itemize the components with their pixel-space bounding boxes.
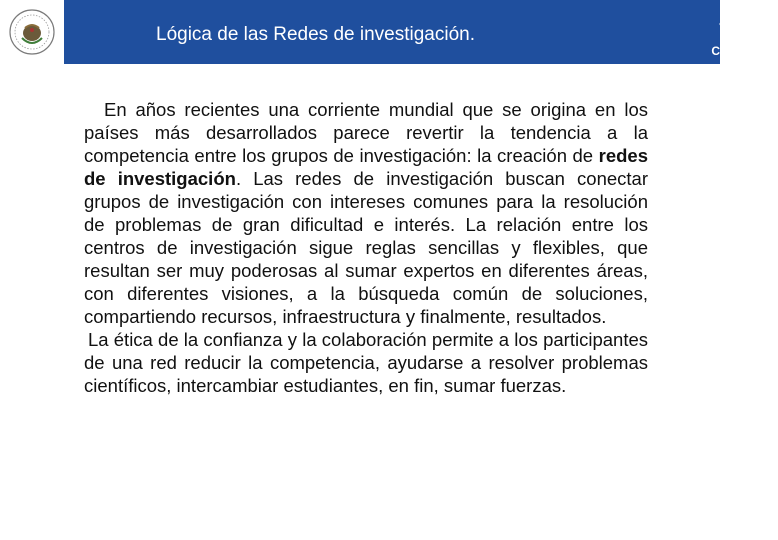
paragraph-1-emphasis: redes de investigación	[84, 145, 648, 189]
conacyt-logo	[700, 8, 776, 60]
paragraph-1-start: En años recientes una corriente mundial que se origina en los países más desarrollados parece revertir la tendencia a la competencia entre los grupos de investigación: la creación de	[84, 99, 648, 166]
header	[0, 0, 769, 64]
conacyt-logo-text: CONACYT	[711, 44, 769, 58]
seal-area	[0, 0, 64, 64]
paragraph-1	[84, 98, 648, 328]
page-title: Lógica de las Redes de investigación.	[156, 24, 475, 45]
paragraph-1-end: . Las redes de investigación buscan conectar grupos de investigación con intereses comunes para la resolución de problemas de gran dificultad e interés. La relación entre los centros de investigación sigue reglas sencillas y flexibles, que resultan ser muy poderosas al sumar expertos en diferentes áreas, con diferentes visiones, a la búsqueda común de soluciones, compartiendo recursos, infraestructura y finalmente, resultados.	[84, 168, 648, 327]
body-text	[84, 98, 648, 397]
title-bar	[64, 0, 769, 64]
paragraph-2: La ética de la confianza y la colaboración permite a los participantes de una red reducir la competencia, ayudarse a resolver problemas científicos, intercambiar estudiantes, en fin, sumar fuerzas.	[84, 329, 648, 396]
